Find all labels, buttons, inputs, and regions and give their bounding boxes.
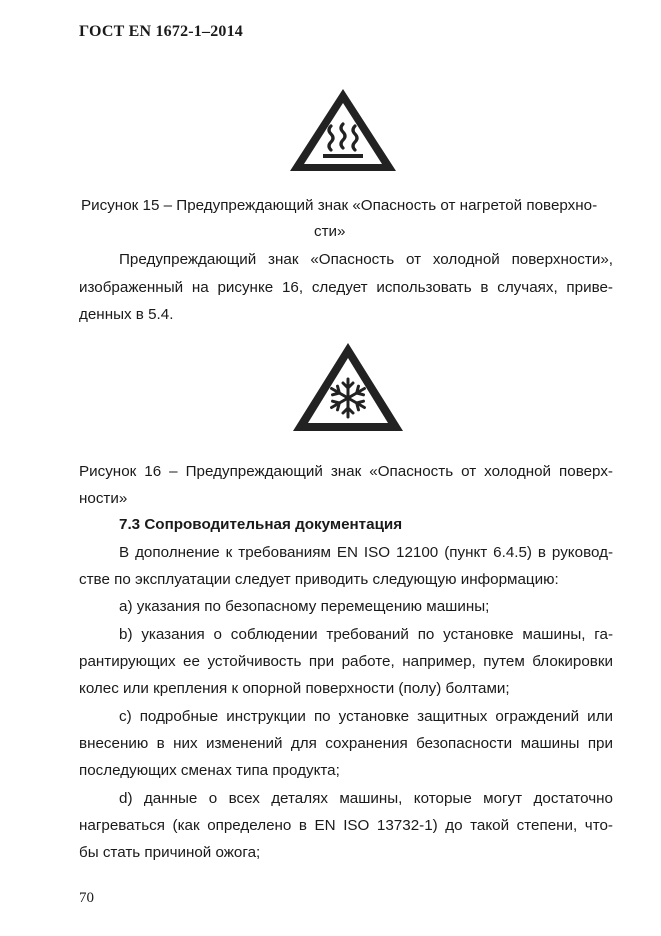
figure-16-caption-line-2: ности» <box>79 490 128 507</box>
list-item-b-line-1: b) указания о соблюдении требований по установке машины, га- <box>119 626 613 643</box>
paragraph-cold-sign-line-2: изображенный на рисунке 16, следует использовать в случаях, приве- <box>79 279 613 296</box>
list-item-a: а) указания по безопасному перемещению машины; <box>119 598 490 615</box>
paragraph-cold-sign-line-1: Предупреждающий знак «Опасность от холодной поверхности», <box>119 251 613 268</box>
section-heading: 7.3 Сопроводительная документация <box>119 516 403 533</box>
cold-surface-warning-icon <box>290 340 406 434</box>
list-item-c-line-2: внесению в них изменений для сохранения безопасности машины при <box>79 735 613 752</box>
list-item-c-line-3: последующих сменах типа продукта; <box>79 762 340 779</box>
figure-16-caption-line-1: Рисунок 16 – Предупреждающий знак «Опасность от холодной поверх- <box>79 463 613 480</box>
figure-15-caption-line-2: сти» <box>314 223 346 240</box>
list-item-b-line-2: рантирующих ее устойчивость при работе, например, путем блокировки <box>79 653 613 670</box>
list-item-d-line-2: нагреваться (как определено в EN ISO 13732-1) до такой степени, что- <box>79 817 613 834</box>
hot-surface-warning-icon <box>287 86 399 174</box>
list-item-d-line-3: бы стать причиной ожога; <box>79 844 261 861</box>
page-number: 70 <box>79 890 94 906</box>
paragraph-intro-line-1: В дополнение к требованиям EN ISO 12100 (пункт 6.4.5) в руковод- <box>119 544 613 561</box>
list-item-d-line-1: d) данные о всех деталях машины, которые могут достаточно <box>119 790 613 807</box>
figure-15-caption-line-1: Рисунок 15 – Предупреждающий знак «Опасность от нагретой поверхно- <box>81 197 598 214</box>
list-item-b-line-3: колес или крепления к опорной поверхности (полу) болтами; <box>79 680 510 697</box>
paragraph-cold-sign-line-3: денных в 5.4. <box>79 306 174 323</box>
paragraph-intro-line-2: стве по эксплуатации следует приводить следующую информацию: <box>79 571 559 588</box>
list-item-c-line-1: с) подробные инструкции по установке защитных ограждений или <box>119 708 613 725</box>
document-standard-header: ГОСТ EN 1672-1–2014 <box>79 23 244 40</box>
